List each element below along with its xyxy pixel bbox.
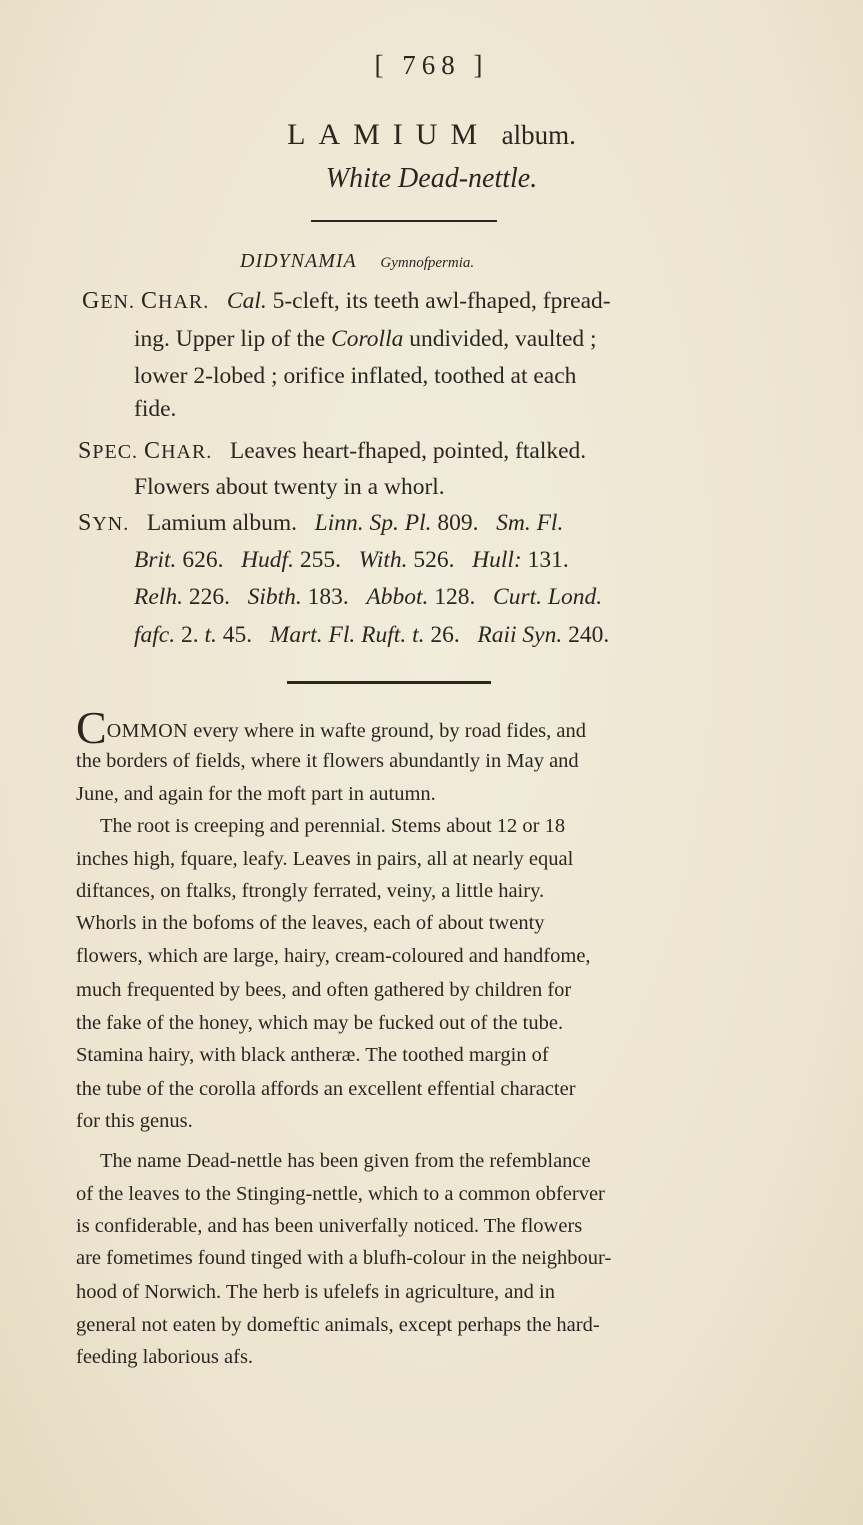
- body-line: for this genus.: [76, 1110, 193, 1132]
- body-line: diftances, on ftalks, ftrongly ferrated, veiny, a little hairy.: [76, 880, 545, 902]
- genus-name: LAMIUM: [287, 118, 491, 151]
- drop-cap: C: [76, 702, 107, 753]
- gen-char-label: GEN. CHAR.: [82, 288, 210, 314]
- linnaean-classification: [240, 250, 474, 273]
- body-line: June, and again for the moft part in autumn.: [76, 783, 436, 805]
- body-line: The name Dead-nettle has been given from the refemblance: [100, 1150, 591, 1172]
- section-divider: [287, 681, 491, 684]
- body-line: COMMON every where in wafte ground, by road fides, and: [76, 702, 586, 753]
- book-page: [ 768 ] LAMIUM album. White Dead-nettle. DIDYNAMIA Gymnofpermia. GEN. CHAR. Cal. 5-cleft, its teeth awl-fhaped, fpread- ing. Upper lip of the Corolla undivided, vaulted ; lower 2-lobed ; orifice inflated, toothed at each fide. SPEC. CHAR. Leaves heart-fhaped, pointed, ftalked. Flowers about twenty in a whorl. SYN. Lamium album. Linn. Sp. Pl. 809. Sm. Fl. Brit. 626. Hudf. 255. With. 526. Hull: 131. Relh. 226. Sibth. 183. Abbot. 128. Curt. Lond. fafc. 2. t. 45. Mart. Fl. Ruft. t. 26. Raii Syn. 240. COMMON every where in wafte ground, by road fides, and the borders of fields, where it flowers abundantly in May and June, and again for the moft part in autumn. The root is creeping and perennial. Stems about 12 or 18 inches high, fquare, leafy. Leaves in pairs, all at nearly equal diftances, on ftalks, ftrongly ferrated, veiny, a little hairy. Whorls in the bofoms of the leaves, each of about twenty flowers, which are large, hairy, cream-coloured and handfome, much frequented by bees, and often gathered by children for the fake of the honey, which may be fucked out of the tube. Stamina hairy, with black antheræ. The toothed margin of the tube of the corolla affords an excellent effential character for this genus. The name Dead-nettle has been given from the refemblance of the leaves to the Stinging-nettle, which to a common obferver is confiderable, and has been univerfally noticed. The flowers are fometimes found tinged with a blufh-colour in the neighbour- hood of Norwich. The herb is ufelefs in agriculture, and in general not eaten by domeftic animals, except perhaps the hard- feeding laborious afs.: [0, 0, 863, 1525]
- page-number: [ 768 ]: [374, 50, 489, 80]
- common-name: White Dead-nettle.: [325, 163, 538, 194]
- plant-title: [0, 118, 863, 152]
- body-line: the fake of the honey, which may be fucked out of the tube.: [76, 1012, 564, 1034]
- body-line: hood of Norwich. The herb is ufelefs in agriculture, and in: [76, 1281, 555, 1303]
- syn-label: SYN.: [78, 510, 130, 536]
- body-line: are fometimes found tinged with a blufh-colour in the neighbour-: [76, 1247, 612, 1269]
- body-line: The root is creeping and perennial. Stems about 12 or 18: [100, 815, 566, 837]
- body-line: is confiderable, and has been univerfally noticed. The flowers: [76, 1215, 583, 1237]
- body-line: flowers, which are large, hairy, cream-coloured and handfome,: [76, 945, 591, 967]
- body-line: general not eaten by domeftic animals, except perhaps the hard-: [76, 1314, 600, 1336]
- body-line: feeding laborious afs.: [76, 1346, 254, 1368]
- body-line: much frequented by bees, and often gathered by children for: [76, 979, 572, 1001]
- species-name: album.: [501, 120, 576, 150]
- body-line: inches high, fquare, leafy. Leaves in pairs, all at nearly equal: [76, 848, 574, 870]
- order-name: Gymnofpermia.: [380, 255, 475, 271]
- body-line: the tube of the corolla affords an excellent effential character: [76, 1078, 576, 1100]
- class-name: DIDYNAMIA: [240, 250, 357, 272]
- body-line: the borders of fields, where it flowers abundantly in May and: [76, 750, 579, 772]
- body-line: of the leaves to the Stinging-nettle, which to a common obferver: [76, 1183, 605, 1205]
- spec-char-label: SPEC. CHAR.: [78, 438, 213, 464]
- title-divider: [311, 220, 497, 222]
- body-line: Whorls in the bofoms of the leaves, each of about twenty: [76, 912, 545, 934]
- body-line: Stamina hairy, with black antheræ. The toothed margin of: [76, 1044, 549, 1066]
